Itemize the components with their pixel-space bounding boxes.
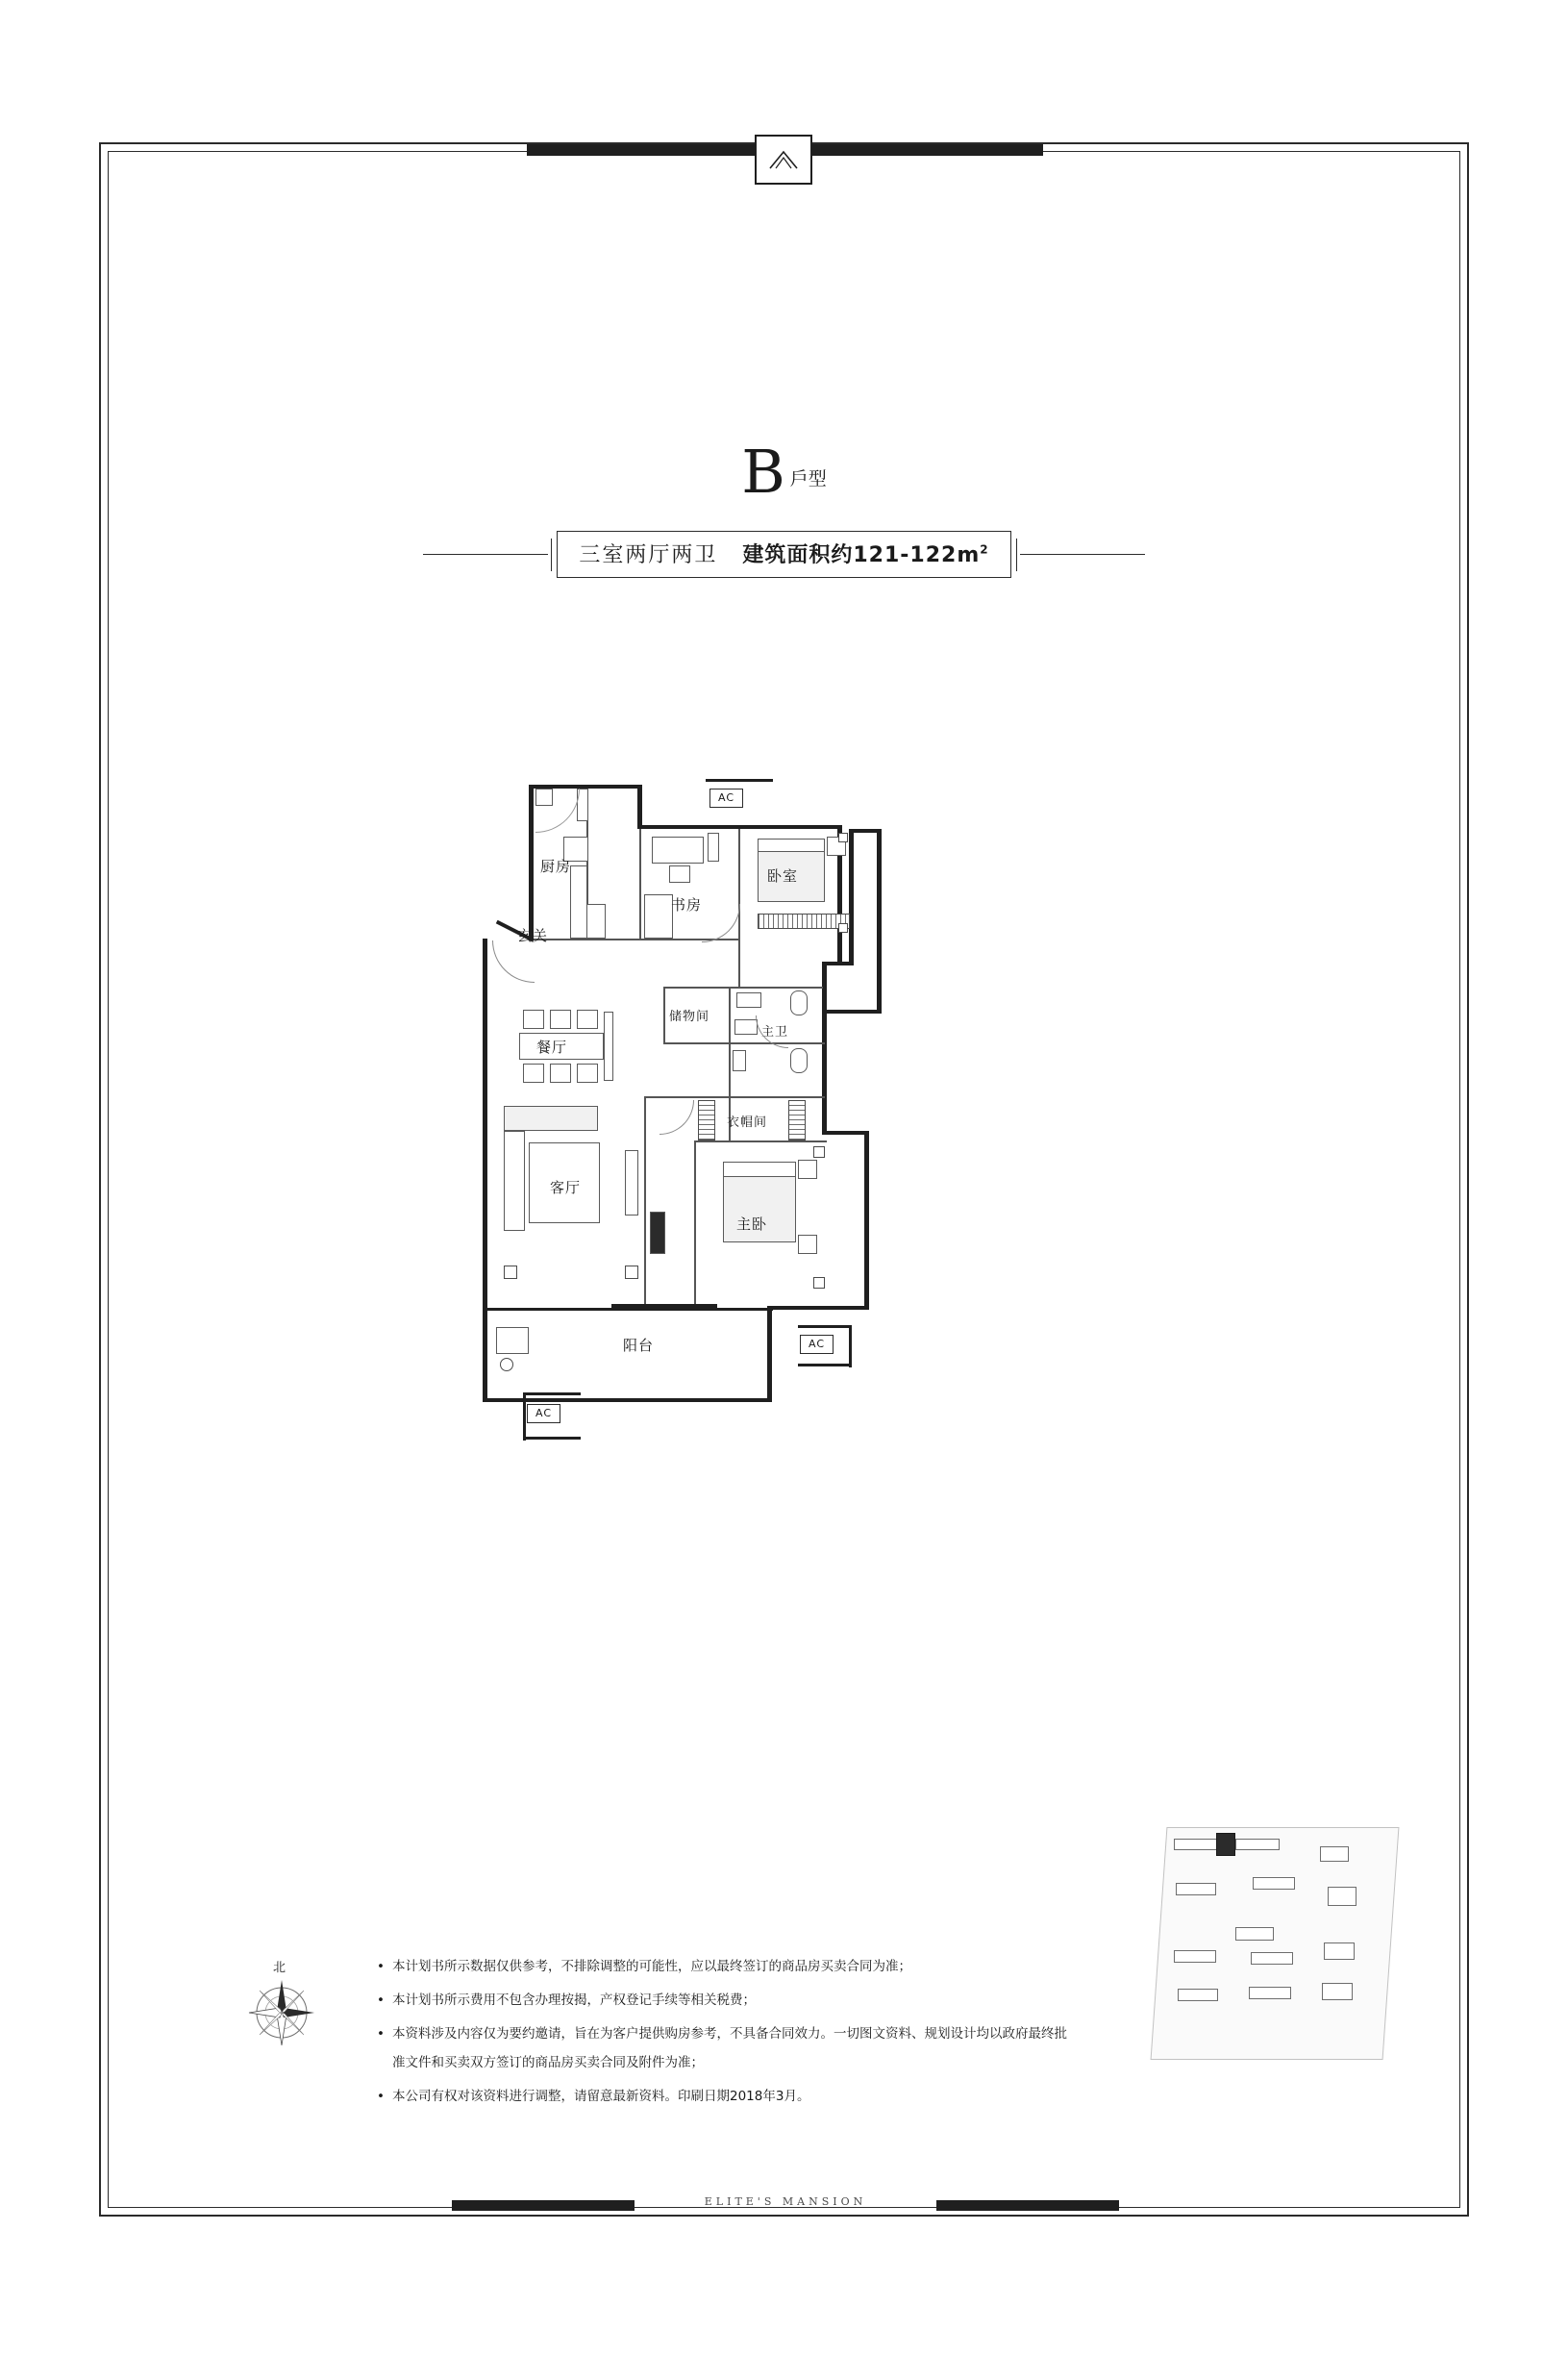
wall [767, 1308, 772, 1402]
ac-ledge [706, 779, 773, 782]
site-building [1235, 1927, 1274, 1941]
site-building [1174, 1950, 1216, 1963]
bath-sink [736, 992, 761, 1008]
partition [694, 1140, 827, 1142]
bed-pillow [723, 1162, 796, 1177]
floor-drain [500, 1358, 513, 1371]
partition [729, 1096, 825, 1098]
site-building [1322, 1983, 1353, 2000]
dining-chair [550, 1010, 571, 1029]
subtitle-area-value: 121-122 [853, 543, 958, 567]
wardrobe-line [644, 894, 673, 895]
ac-ledge [798, 1325, 852, 1328]
ac-ledge [523, 1392, 526, 1441]
footer-rule-right [936, 2200, 1119, 2211]
note-item: • 本计划书所示数据仅供参考，不排除调整的可能性，应以最终签订的商品房买卖合同为准； [377, 1952, 1069, 1981]
site-building [1324, 1942, 1355, 1960]
room-label-master-bath: 主卫 [761, 1025, 789, 1040]
tv-panel [650, 1212, 665, 1254]
wall [864, 1131, 869, 1310]
ac-ledge [523, 1392, 581, 1395]
subtitle-area-unit: m [957, 543, 981, 567]
site-building [1176, 1883, 1216, 1895]
shower-fixture [733, 1050, 746, 1071]
dining-chair [523, 1010, 544, 1029]
header-rule-left [527, 144, 758, 156]
room-label-bedroom2: 卧室 [767, 867, 799, 885]
wardrobe-cloak-right [788, 1100, 806, 1140]
kitchen-cabinet [570, 865, 587, 939]
note-item: • 本计划书所示费用不包含办理按揭，产权登记手续等相关税费； [377, 1986, 1069, 2015]
subtitle-rule-right [1020, 554, 1145, 555]
sofa-side [504, 1131, 525, 1231]
partition [738, 829, 740, 942]
dining-chair [577, 1010, 598, 1029]
wardrobe-bedroom2 [758, 914, 850, 929]
dining-chair [523, 1064, 544, 1083]
room-label-kitchen: 厨房 [540, 858, 572, 875]
corner-mark [838, 923, 848, 933]
site-plan-thumbnail [1158, 1827, 1389, 2058]
subtitle-room-count: 三室两厅两卫 [579, 543, 718, 567]
wall [822, 1010, 827, 1135]
plan-type-letter: B [741, 437, 786, 507]
nightstand [798, 1235, 817, 1254]
site-building [1320, 1846, 1349, 1862]
room-label-storage: 储物间 [669, 1010, 710, 1024]
site-building [1178, 1989, 1218, 2001]
ac-unit-southeast: AC [800, 1335, 834, 1354]
partition [644, 1096, 731, 1098]
subtitle-tick-right [1016, 539, 1017, 571]
wall [483, 939, 487, 990]
bath-counter [734, 1019, 758, 1035]
ac-unit-southwest: AC [527, 1404, 560, 1423]
site-building [1174, 1839, 1218, 1850]
room-label-balcony: 阳台 [623, 1337, 655, 1354]
room-label-study: 书房 [671, 896, 703, 914]
ac-ledge [849, 1325, 852, 1367]
page-title [0, 437, 1568, 507]
toilet-icon [790, 1048, 808, 1073]
plan-subtitle [0, 531, 1568, 578]
shoe-cabinet [586, 904, 606, 939]
door-swing [660, 1100, 694, 1135]
study-desk [652, 837, 704, 864]
site-building [1235, 1839, 1280, 1850]
subtitle-area-prefix: 建筑面积约 [742, 543, 854, 567]
wall [637, 785, 642, 828]
bed-pillow [758, 839, 825, 852]
floor-plan-drawing [481, 769, 1096, 1419]
door-swing [702, 904, 740, 942]
subtitle-box [557, 531, 1010, 578]
corner-mark [813, 1277, 825, 1289]
wall [483, 986, 487, 1332]
nightstand [798, 1160, 817, 1179]
disclaimer-notes [377, 1952, 1069, 2116]
footer-brand: ELITE'S MANSION [704, 2195, 867, 2208]
site-building [1253, 1877, 1295, 1890]
wall [767, 1306, 869, 1310]
sofa-back [504, 1106, 598, 1131]
plan-type-suffix: 戶型 [789, 468, 827, 489]
study-wardrobe [644, 894, 673, 939]
site-building-highlight[interactable] [1216, 1833, 1235, 1856]
corner-mark [838, 833, 848, 842]
wall [877, 829, 882, 1012]
corner-mark [504, 1266, 517, 1279]
site-building [1249, 1987, 1291, 1999]
partition [644, 1096, 646, 1308]
note-item: • 本公司有权对该资料进行调整，请留意最新资料。印刷日期2018年3月。 [377, 2082, 1069, 2111]
subtitle-tick-left [551, 539, 552, 571]
sideboard [604, 1012, 613, 1081]
site-building [1328, 1887, 1356, 1906]
wall [822, 1131, 868, 1135]
partition [694, 1140, 696, 1308]
site-plan-background [1151, 1827, 1400, 2060]
roof-mark-icon [755, 135, 812, 185]
site-building [1251, 1952, 1293, 1965]
study-chair [669, 865, 690, 883]
wall [483, 1398, 771, 1402]
room-label-living: 客厅 [550, 1179, 582, 1196]
wall [611, 1304, 717, 1309]
corner-mark [625, 1266, 638, 1279]
compass-rose [240, 1957, 323, 2053]
subtitle-area [742, 539, 988, 568]
ac-ledge [523, 1437, 581, 1440]
note-item: • 本资料涉及内容仅为要约邀请，旨在为客户提供购房参考，不具备合同效力。一切图文资料、规划设计均以政府最终批准文件和买卖双方签订的商品房买卖合同及附件为准； [377, 2019, 1069, 2077]
compass-north-label: 北 [273, 1961, 286, 1975]
entry-door-swing [492, 940, 535, 983]
room-label-cloak: 衣帽间 [727, 1115, 768, 1130]
corner-mark [813, 1146, 825, 1158]
room-label-master: 主卧 [736, 1216, 768, 1233]
wall [849, 829, 854, 965]
wardrobe-cloak-left [698, 1100, 715, 1140]
wall [483, 1327, 487, 1402]
dining-chair [577, 1064, 598, 1083]
partition [738, 940, 740, 989]
wall [529, 785, 534, 939]
tv-cabinet [625, 1150, 638, 1216]
partition [663, 987, 823, 989]
footer-rule-left [452, 2200, 635, 2211]
partition [639, 829, 641, 940]
ac-unit-north: AC [709, 789, 743, 808]
washing-machine [496, 1327, 529, 1354]
partition [663, 987, 665, 1044]
subtitle-area-sup: 2 [980, 542, 989, 557]
toilet-icon [790, 990, 808, 1015]
dining-chair [550, 1064, 571, 1083]
study-shelf [708, 833, 719, 862]
subtitle-rule-left [423, 554, 548, 555]
header-rule-right [812, 144, 1043, 156]
wall [822, 1010, 882, 1014]
room-label-foyer: 玄关 [517, 927, 549, 944]
door-swing [535, 789, 580, 833]
room-label-dining: 餐厅 [536, 1039, 568, 1056]
ac-ledge [798, 1364, 852, 1366]
